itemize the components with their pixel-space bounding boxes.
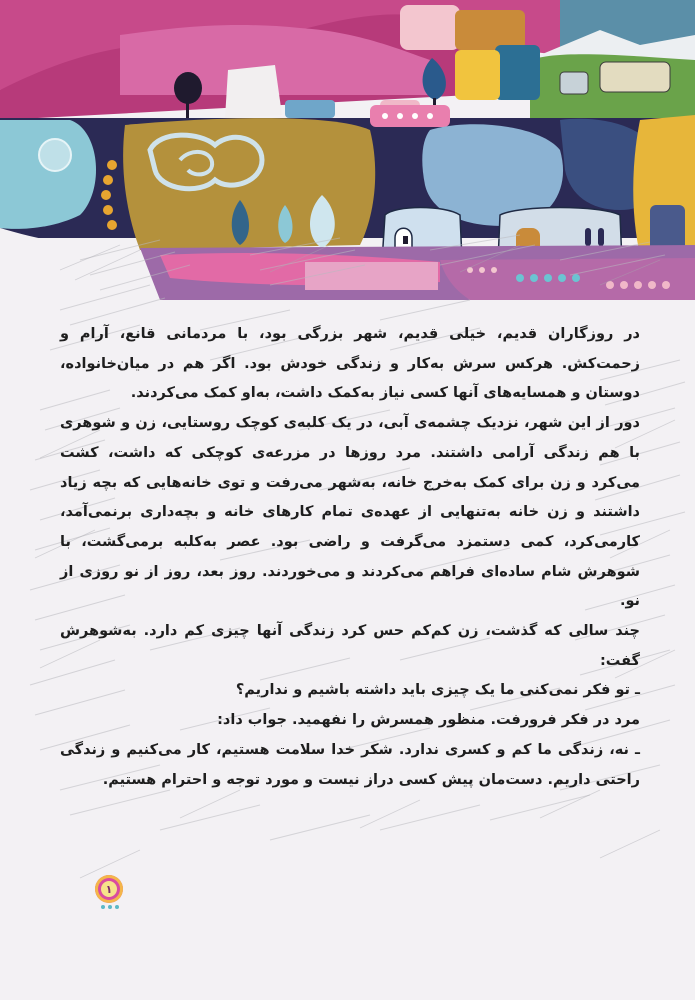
page-number: ۱ (101, 881, 117, 897)
story-paragraph: در روزگاران قدیم، خیلی قدیم، شهر بزرگی بود، با مردمانی قانع، آرام و زحمت‌کش. هرکس سرش به‌کار و زندگی خودش بود. اگر هم در میان‌خانواده، دوستان و همسایه‌های آنها کسی نیاز به‌کمک داشت، به‌او کمک می‌کردند. (60, 326, 640, 402)
story-paragraph: مرد در فکر فرورفت. منظور همسرش را نفهمید. جواب داد: (217, 712, 640, 729)
dialogue-line: ـ نه، زندگی ما کم و کسری ندارد. شکر خدا سلامت هستیم، کار می‌کنیم و زندگی راحتی داریم. دست‌مان پیش کسی دراز نیست و مورد توجه و احترام هستیم. (60, 741, 640, 788)
page-number-badge (95, 875, 123, 903)
decorative-dots (101, 905, 121, 911)
dialogue-line: ـ تو فکر نمی‌کنی ما یک چیزی باید داشته باشیم و نداریم؟ (235, 682, 640, 699)
story-paragraph: دور از این شهر، نزدیک چشمه‌ی آبی، در یک کلبه‌ی کوچک روستایی، زن و شوهری با هم زندگی آرامی داشتند. مرد روزها در مزرعه‌ی کوچکی که داشت، کشت می‌کرد و زن برای کمک به‌خرج خانه، به‌شهر می‌رفت و توی خانه‌هایی که بچه زیاد داشتند و زن خانه به‌تنهایی از عهده‌ی تمام کارهای خانه و بچه‌داری برنمی‌آمد، کارمی‌کرد، کمی دستمزد می‌گرفت و راضی بود. عصر به‌کلبه برمی‌گشت، با شوهرش شام ساده‌ای فراهم می‌کردند و می‌خوردند. روز بعد، روز از نو روزی از نو. (60, 415, 640, 610)
story-text (60, 320, 640, 795)
story-paragraph: چند سالی که گذشت، زن کم‌کم حس کرد زندگی آنها چیزی کم دارد. به‌شوهرش گفت: (60, 623, 640, 669)
